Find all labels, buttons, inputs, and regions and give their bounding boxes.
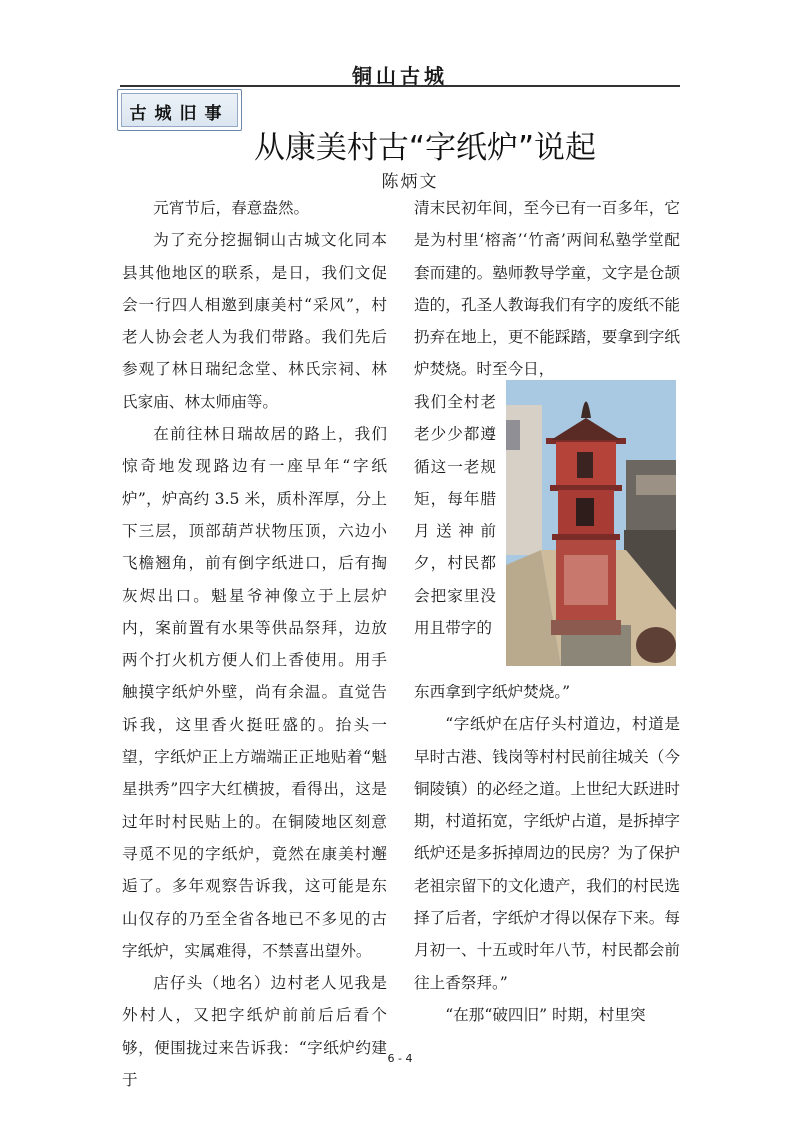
header-rule	[120, 85, 680, 87]
zi-zhi-lu-photo	[506, 380, 676, 666]
article-author: 陈炳文	[381, 172, 439, 192]
left-column	[122, 192, 387, 1096]
paragraph: 我们全村老老少少都遵循这一老规矩，每年腊月送神前夕，村民都会把家里没用且带字的	[414, 393, 496, 638]
paragraph: 店仔头（地名）边村老人见我是外村人，又把字纸炉前前后后看个够，便围拢过来告诉我：“字纸炉约建于	[122, 974, 387, 1090]
page-number: 6 - 4	[387, 1052, 413, 1065]
paragraph: “字纸炉在店仔头村道边，村道是早时古港、钱岗等村村民前往城关（今铜陵镇）的必经之道。上世纪大跃进时期，村道拓宽，字纸炉占道，是拆掉字纸炉还是多拆掉周边的民房？为了保护老祖宗留下的文化遗产，我们的村民选择了后者，字纸炉才得以保存下来。每月初一、十五或时年八节，村民都会前往上香祭拜。”	[414, 715, 680, 992]
right-column-top	[414, 192, 680, 386]
article-title: 从康美村古“字纸炉”说起	[253, 130, 597, 166]
right-column-beside-photo	[414, 386, 496, 644]
right-column-bottom	[414, 676, 680, 1031]
paragraph: “在那“破四旧” 时期，村里突	[445, 1005, 646, 1024]
paragraph: 在前往林日瑞故居的路上，我们惊奇地发现路边有一座早年“字纸炉”，炉高约 3.5 米，质朴浑厚，分上下三层，顶部葫芦状物压顶，六边小飞檐翘角，前有倒字纸进口，后有掏灰烬出口。魁星爷神像立于上层炉内，案前置有水果等供品祭拜，边放两个打火机方便人们上香使用。用手触摸字纸炉外壁，尚有余温。直觉告诉我，这里香火挺旺盛的。抬头一望，字纸炉正上方端端正正地贴着“魁星拱秀”四字大红横披，看得出，这是过年时村民贴上的。在铜陵地区刻意寻觅不见的字纸炉，竟然在康美村邂逅了。多年观察告诉我，这可能是东山仅存的乃至全省各地已不多见的古字纸炉，实属难得，不禁喜出望外。	[122, 425, 387, 960]
paragraph: 元宵节后，春意盎然。	[153, 199, 310, 217]
section-tag-label: 古城旧事	[129, 104, 230, 124]
paragraph: 东西拿到字纸炉焚烧。”	[414, 683, 571, 701]
header-title: 铜山古城	[352, 64, 448, 88]
paragraph: 为了充分挖掘铜山古城文化同本县其他地区的联系，是日，我们文促会一行四人相邀到康美村“采风”，村老人协会老人为我们带路。我们先后参观了林日瑞纪念堂、林氏宗祠、林氏家庙、林太师庙等。	[122, 231, 387, 411]
paragraph: 清末民初年间，至今已有一百多年，它是为村里‘榕斋’‘竹斋’两间私塾学堂配套而建的。塾师教导学童，文字是仓颉造的，孔圣人教诲我们有字的废纸不能扔弃在地上，更不能踩踏，要拿到字纸炉焚烧。时至今日，	[414, 199, 680, 379]
